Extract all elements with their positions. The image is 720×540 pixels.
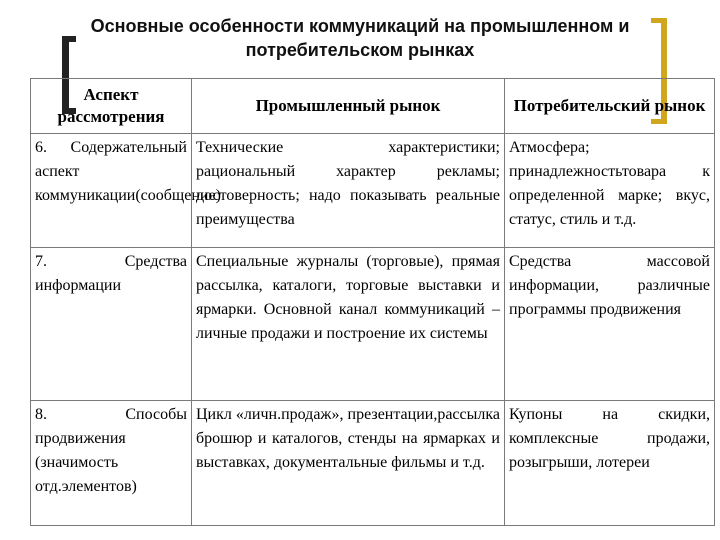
table-row [31, 401, 715, 526]
cell-aspect [31, 401, 192, 526]
table-row [31, 134, 715, 248]
cell-aspect-text: 7. Средства информации [35, 253, 187, 294]
cell-aspect-text: 8. Способы продвижения (значимость отд.элементов) [35, 406, 187, 495]
cell-consumer-text: Атмосфера; принадлежностьтовара к определенной марке; вкус, статус, стиль и т.д. [509, 139, 710, 228]
cell-consumer [505, 248, 715, 401]
cell-consumer-text: Купоны на скидки, комплексные продажи, розыгрыши, лотереи [509, 406, 710, 471]
cell-consumer [505, 401, 715, 526]
slide-title: Основные особенности коммуникаций на промышленном и потребительском рынках [90, 16, 630, 60]
cell-industrial-text: Специальные журналы (торговые), прямая рассылка, каталоги, торговые выставки и ярмарки. Основной канал коммуникаций – личные продажи и построение их системы [196, 253, 500, 342]
cell-industrial-text: Цикл «личн.продаж», презентации,рассылка брошюр и каталогов, стенды на ярмарках и выставках, документальные фильмы и т.д. [196, 406, 500, 471]
header-aspect: Аспект рассмотрения [31, 79, 192, 134]
cell-industrial [192, 401, 505, 526]
header-industrial: Промышленный рынок [192, 79, 505, 134]
cell-consumer [505, 134, 715, 248]
cell-consumer-text: Средства массовой информации, различные программы продвижения [509, 253, 710, 318]
table-header-row [31, 79, 715, 134]
cell-aspect-text: 6. Содержательный аспект коммуникации(сообщение) [35, 139, 221, 204]
cell-aspect [31, 248, 192, 401]
cell-industrial [192, 248, 505, 401]
cell-aspect [31, 134, 221, 248]
header-consumer: Потребительский рынок [505, 79, 715, 134]
comparison-table [30, 78, 715, 526]
table-row [31, 248, 715, 401]
cell-industrial-text: Технические характеристики; рациональный характер рекламы; достоверность; надо показывать реальные преимущества [196, 139, 500, 228]
cell-industrial [192, 134, 505, 248]
